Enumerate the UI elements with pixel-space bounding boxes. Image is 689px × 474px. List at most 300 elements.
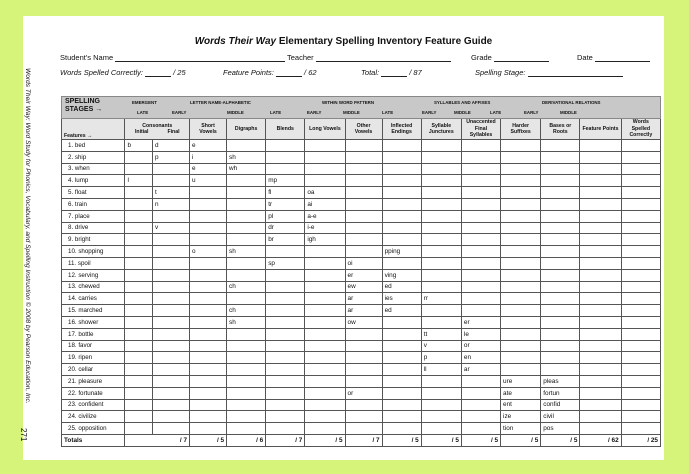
feature-cell[interactable] bbox=[580, 340, 621, 352]
feature-cell[interactable] bbox=[501, 198, 541, 210]
feature-cell[interactable] bbox=[382, 140, 421, 152]
feature-cell[interactable] bbox=[227, 340, 266, 352]
correct-cell[interactable] bbox=[621, 316, 660, 328]
spelling-stage-field[interactable]: Spelling Stage: bbox=[475, 68, 623, 77]
feature-cell[interactable] bbox=[580, 269, 621, 281]
feature-cell[interactable] bbox=[501, 269, 541, 281]
feature-cell[interactable] bbox=[501, 340, 541, 352]
feature-cell[interactable] bbox=[421, 222, 461, 234]
feature-cell[interactable] bbox=[580, 411, 621, 423]
feature-cell[interactable] bbox=[382, 222, 421, 234]
feature-cell[interactable] bbox=[580, 163, 621, 175]
correct-cell[interactable] bbox=[621, 411, 660, 423]
feature-cell[interactable]: ll bbox=[421, 364, 461, 376]
feature-cell[interactable] bbox=[345, 140, 382, 152]
correct-cell[interactable] bbox=[621, 140, 660, 152]
feature-cell[interactable] bbox=[227, 352, 266, 364]
feature-cell[interactable] bbox=[266, 269, 305, 281]
feature-cell[interactable] bbox=[266, 411, 305, 423]
feature-cell[interactable] bbox=[125, 411, 153, 423]
feature-cell[interactable] bbox=[227, 187, 266, 199]
feature-cell[interactable] bbox=[152, 399, 189, 411]
feature-cell[interactable] bbox=[125, 246, 153, 258]
correct-cell[interactable] bbox=[621, 423, 660, 435]
feature-cell[interactable] bbox=[461, 246, 500, 258]
feature-cell[interactable] bbox=[421, 399, 461, 411]
feature-cell[interactable] bbox=[190, 234, 227, 246]
feature-cell[interactable] bbox=[501, 281, 541, 293]
feature-cell[interactable] bbox=[266, 316, 305, 328]
correct-cell[interactable] bbox=[621, 340, 660, 352]
correct-cell[interactable] bbox=[621, 352, 660, 364]
feature-cell[interactable]: ving bbox=[382, 269, 421, 281]
feature-cell[interactable] bbox=[382, 411, 421, 423]
correct-cell[interactable] bbox=[621, 234, 660, 246]
correct-cell[interactable] bbox=[621, 222, 660, 234]
feature-cell[interactable] bbox=[266, 352, 305, 364]
feature-cell[interactable] bbox=[421, 234, 461, 246]
feature-cell[interactable] bbox=[541, 175, 580, 187]
feature-cell[interactable] bbox=[190, 316, 227, 328]
feature-cell[interactable] bbox=[580, 399, 621, 411]
feature-cell[interactable] bbox=[541, 364, 580, 376]
feature-cell[interactable] bbox=[345, 423, 382, 435]
feature-cell[interactable] bbox=[541, 140, 580, 152]
feature-cell[interactable]: n bbox=[152, 198, 189, 210]
feature-cell[interactable] bbox=[125, 364, 153, 376]
feature-cell[interactable] bbox=[125, 257, 153, 269]
feature-cell[interactable] bbox=[190, 364, 227, 376]
feature-cell[interactable] bbox=[152, 423, 189, 435]
feature-cell[interactable] bbox=[421, 140, 461, 152]
feature-cell[interactable]: sh bbox=[227, 316, 266, 328]
feature-cell[interactable] bbox=[152, 175, 189, 187]
feature-cell[interactable]: l bbox=[125, 175, 153, 187]
feature-cell[interactable]: oa bbox=[305, 187, 345, 199]
feature-cell[interactable] bbox=[421, 387, 461, 399]
feature-cell[interactable] bbox=[345, 411, 382, 423]
feature-cell[interactable] bbox=[461, 210, 500, 222]
feature-cell[interactable] bbox=[305, 257, 345, 269]
correct-cell[interactable] bbox=[621, 269, 660, 281]
feature-cell[interactable] bbox=[580, 423, 621, 435]
feature-cell[interactable]: br bbox=[266, 234, 305, 246]
correct-cell[interactable] bbox=[621, 375, 660, 387]
correct-cell[interactable] bbox=[621, 364, 660, 376]
feature-cell[interactable] bbox=[190, 387, 227, 399]
feature-cell[interactable] bbox=[227, 375, 266, 387]
feature-cell[interactable] bbox=[580, 305, 621, 317]
feature-cell[interactable] bbox=[152, 375, 189, 387]
correct-cell[interactable] bbox=[621, 293, 660, 305]
feature-cell[interactable] bbox=[541, 316, 580, 328]
feature-cell[interactable] bbox=[190, 305, 227, 317]
feature-cell[interactable] bbox=[125, 281, 153, 293]
feature-cell[interactable] bbox=[125, 423, 153, 435]
feature-cell[interactable]: dr bbox=[266, 222, 305, 234]
feature-cell[interactable] bbox=[266, 375, 305, 387]
feature-cell[interactable] bbox=[501, 151, 541, 163]
feature-cell[interactable] bbox=[501, 364, 541, 376]
feature-cell[interactable]: sp bbox=[266, 257, 305, 269]
feature-cell[interactable] bbox=[461, 423, 500, 435]
feature-cell[interactable] bbox=[152, 352, 189, 364]
feature-cell[interactable] bbox=[345, 328, 382, 340]
feature-cell[interactable] bbox=[152, 364, 189, 376]
student-name-field[interactable]: Student's Name bbox=[60, 53, 285, 62]
feature-cell[interactable] bbox=[266, 423, 305, 435]
correct-cell[interactable] bbox=[621, 281, 660, 293]
feature-cell[interactable] bbox=[461, 151, 500, 163]
feature-cell[interactable] bbox=[305, 399, 345, 411]
feature-cell[interactable] bbox=[501, 175, 541, 187]
feature-cell[interactable]: ize bbox=[501, 411, 541, 423]
feature-cell[interactable] bbox=[190, 375, 227, 387]
feature-cell[interactable]: oi bbox=[345, 257, 382, 269]
feature-cell[interactable] bbox=[421, 257, 461, 269]
feature-cell[interactable] bbox=[125, 234, 153, 246]
feature-cell[interactable] bbox=[190, 293, 227, 305]
feature-cell[interactable]: fortun bbox=[541, 387, 580, 399]
feature-cell[interactable]: wh bbox=[227, 163, 266, 175]
feature-cell[interactable] bbox=[461, 140, 500, 152]
feature-cell[interactable] bbox=[501, 234, 541, 246]
feature-cell[interactable] bbox=[227, 423, 266, 435]
feature-cell[interactable] bbox=[152, 293, 189, 305]
feature-cell[interactable]: ure bbox=[501, 375, 541, 387]
feature-cell[interactable] bbox=[266, 328, 305, 340]
feature-cell[interactable]: v bbox=[421, 340, 461, 352]
feature-cell[interactable] bbox=[266, 293, 305, 305]
feature-cell[interactable] bbox=[227, 328, 266, 340]
feature-cell[interactable] bbox=[501, 328, 541, 340]
feature-cell[interactable] bbox=[305, 352, 345, 364]
feature-cell[interactable] bbox=[266, 387, 305, 399]
feature-cell[interactable] bbox=[421, 175, 461, 187]
feature-cell[interactable]: er bbox=[461, 316, 500, 328]
feature-cell[interactable]: t bbox=[152, 187, 189, 199]
feature-cell[interactable] bbox=[580, 375, 621, 387]
grade-field[interactable]: Grade bbox=[471, 53, 549, 62]
feature-cell[interactable] bbox=[305, 269, 345, 281]
feature-cell[interactable] bbox=[125, 293, 153, 305]
feature-cell[interactable]: ar bbox=[461, 364, 500, 376]
feature-cell[interactable]: tr bbox=[266, 198, 305, 210]
feature-cell[interactable] bbox=[266, 246, 305, 258]
feature-cell[interactable] bbox=[421, 187, 461, 199]
feature-cell[interactable] bbox=[580, 175, 621, 187]
feature-cell[interactable] bbox=[541, 187, 580, 199]
correct-cell[interactable] bbox=[621, 246, 660, 258]
feature-cell[interactable] bbox=[421, 163, 461, 175]
feature-cell[interactable] bbox=[382, 352, 421, 364]
feature-cell[interactable] bbox=[152, 281, 189, 293]
words-correct-field[interactable]: Words Spelled Correctly: / 25 bbox=[60, 68, 186, 77]
feature-cell[interactable]: tion bbox=[501, 423, 541, 435]
feature-cell[interactable] bbox=[580, 234, 621, 246]
feature-cell[interactable]: ar bbox=[345, 293, 382, 305]
feature-cell[interactable] bbox=[421, 269, 461, 281]
feature-cell[interactable] bbox=[266, 399, 305, 411]
feature-cell[interactable] bbox=[227, 411, 266, 423]
feature-cell[interactable]: v bbox=[152, 222, 189, 234]
feature-cell[interactable] bbox=[190, 411, 227, 423]
feature-cell[interactable]: p bbox=[421, 352, 461, 364]
feature-cell[interactable] bbox=[501, 257, 541, 269]
feature-cell[interactable] bbox=[227, 140, 266, 152]
feature-cell[interactable] bbox=[580, 364, 621, 376]
feature-cell[interactable] bbox=[541, 222, 580, 234]
feature-cell[interactable] bbox=[541, 163, 580, 175]
feature-cell[interactable] bbox=[345, 222, 382, 234]
feature-cell[interactable] bbox=[125, 198, 153, 210]
feature-cell[interactable] bbox=[305, 281, 345, 293]
feature-cell[interactable] bbox=[227, 198, 266, 210]
feature-cell[interactable] bbox=[541, 281, 580, 293]
correct-cell[interactable] bbox=[621, 151, 660, 163]
feature-cell[interactable] bbox=[152, 316, 189, 328]
feature-cell[interactable]: i bbox=[190, 151, 227, 163]
feature-cell[interactable] bbox=[125, 163, 153, 175]
feature-cell[interactable] bbox=[152, 340, 189, 352]
feature-cell[interactable] bbox=[580, 210, 621, 222]
feature-cell[interactable] bbox=[345, 399, 382, 411]
feature-cell[interactable] bbox=[227, 222, 266, 234]
correct-cell[interactable] bbox=[621, 399, 660, 411]
feature-cell[interactable] bbox=[345, 364, 382, 376]
feature-cell[interactable] bbox=[382, 340, 421, 352]
feature-cell[interactable]: b bbox=[125, 140, 153, 152]
feature-cell[interactable] bbox=[227, 364, 266, 376]
feature-cell[interactable] bbox=[345, 234, 382, 246]
feature-cell[interactable] bbox=[305, 387, 345, 399]
feature-cell[interactable] bbox=[382, 328, 421, 340]
feature-cell[interactable] bbox=[345, 175, 382, 187]
feature-cell[interactable] bbox=[421, 316, 461, 328]
feature-cell[interactable] bbox=[541, 293, 580, 305]
feature-cell[interactable] bbox=[382, 163, 421, 175]
feature-cell[interactable] bbox=[125, 210, 153, 222]
correct-cell[interactable] bbox=[621, 175, 660, 187]
feature-cell[interactable] bbox=[345, 340, 382, 352]
feature-cell[interactable] bbox=[541, 340, 580, 352]
correct-cell[interactable] bbox=[621, 257, 660, 269]
feature-cell[interactable] bbox=[580, 246, 621, 258]
feature-cell[interactable] bbox=[501, 246, 541, 258]
feature-cell[interactable]: er bbox=[345, 269, 382, 281]
feature-cell[interactable] bbox=[421, 198, 461, 210]
feature-cell[interactable]: e bbox=[190, 163, 227, 175]
feature-cell[interactable]: civil bbox=[541, 411, 580, 423]
feature-cell[interactable] bbox=[541, 269, 580, 281]
feature-cell[interactable] bbox=[305, 305, 345, 317]
feature-cell[interactable]: sh bbox=[227, 151, 266, 163]
feature-cell[interactable] bbox=[382, 151, 421, 163]
teacher-field[interactable]: Teacher bbox=[287, 53, 451, 62]
feature-cell[interactable]: ar bbox=[345, 305, 382, 317]
feature-cell[interactable] bbox=[152, 163, 189, 175]
feature-cell[interactable] bbox=[305, 163, 345, 175]
feature-cell[interactable] bbox=[305, 411, 345, 423]
feature-cell[interactable] bbox=[541, 305, 580, 317]
feature-cell[interactable]: pleas bbox=[541, 375, 580, 387]
feature-cell[interactable] bbox=[305, 316, 345, 328]
feature-cell[interactable] bbox=[190, 187, 227, 199]
feature-cell[interactable]: ed bbox=[382, 305, 421, 317]
feature-cell[interactable] bbox=[345, 151, 382, 163]
feature-cell[interactable] bbox=[580, 293, 621, 305]
feature-cell[interactable] bbox=[305, 375, 345, 387]
correct-cell[interactable] bbox=[621, 163, 660, 175]
feature-cell[interactable] bbox=[461, 293, 500, 305]
feature-cell[interactable] bbox=[580, 257, 621, 269]
feature-cell[interactable] bbox=[266, 151, 305, 163]
feature-cell[interactable] bbox=[421, 151, 461, 163]
feature-cell[interactable] bbox=[305, 140, 345, 152]
feature-cell[interactable] bbox=[580, 352, 621, 364]
feature-cell[interactable] bbox=[345, 187, 382, 199]
feature-cell[interactable]: ew bbox=[345, 281, 382, 293]
feature-cell[interactable]: u bbox=[190, 175, 227, 187]
feature-cell[interactable] bbox=[461, 257, 500, 269]
feature-cell[interactable]: le bbox=[461, 328, 500, 340]
feature-cell[interactable] bbox=[382, 187, 421, 199]
feature-cell[interactable] bbox=[461, 234, 500, 246]
feature-cell[interactable] bbox=[461, 198, 500, 210]
feature-cell[interactable] bbox=[190, 399, 227, 411]
feature-cell[interactable] bbox=[461, 399, 500, 411]
feature-cell[interactable]: fl bbox=[266, 187, 305, 199]
feature-cell[interactable] bbox=[305, 364, 345, 376]
feature-cell[interactable] bbox=[227, 399, 266, 411]
feature-cell[interactable] bbox=[305, 340, 345, 352]
feature-cell[interactable] bbox=[305, 246, 345, 258]
feature-cell[interactable] bbox=[227, 269, 266, 281]
feature-cell[interactable] bbox=[345, 246, 382, 258]
feature-cell[interactable]: ai bbox=[305, 198, 345, 210]
feature-cell[interactable] bbox=[345, 375, 382, 387]
feature-cell[interactable] bbox=[227, 293, 266, 305]
correct-cell[interactable] bbox=[621, 305, 660, 317]
feature-cell[interactable] bbox=[305, 328, 345, 340]
feature-cell[interactable] bbox=[125, 305, 153, 317]
feature-cell[interactable]: pl bbox=[266, 210, 305, 222]
feature-cell[interactable] bbox=[580, 140, 621, 152]
feature-cell[interactable] bbox=[305, 151, 345, 163]
feature-cell[interactable]: ch bbox=[227, 281, 266, 293]
feature-cell[interactable] bbox=[382, 198, 421, 210]
feature-cell[interactable] bbox=[125, 375, 153, 387]
feature-cell[interactable] bbox=[125, 352, 153, 364]
feature-cell[interactable] bbox=[125, 222, 153, 234]
feature-cell[interactable] bbox=[227, 387, 266, 399]
feature-cell[interactable] bbox=[125, 269, 153, 281]
feature-cell[interactable] bbox=[461, 387, 500, 399]
feature-cell[interactable] bbox=[305, 175, 345, 187]
feature-cell[interactable] bbox=[190, 198, 227, 210]
feature-cell[interactable] bbox=[345, 210, 382, 222]
feature-cell[interactable] bbox=[152, 257, 189, 269]
feature-cell[interactable] bbox=[541, 151, 580, 163]
feature-cell[interactable]: tt bbox=[421, 328, 461, 340]
correct-cell[interactable] bbox=[621, 210, 660, 222]
feature-cell[interactable] bbox=[421, 375, 461, 387]
feature-cell[interactable] bbox=[382, 257, 421, 269]
feature-cell[interactable] bbox=[461, 222, 500, 234]
feature-cell[interactable] bbox=[227, 210, 266, 222]
feature-cell[interactable] bbox=[266, 163, 305, 175]
feature-cell[interactable] bbox=[501, 305, 541, 317]
feature-cell[interactable] bbox=[501, 210, 541, 222]
feature-cell[interactable] bbox=[461, 163, 500, 175]
feature-cell[interactable] bbox=[125, 151, 153, 163]
date-field[interactable]: Date bbox=[577, 53, 650, 62]
feature-cell[interactable]: ow bbox=[345, 316, 382, 328]
feature-cell[interactable]: en bbox=[461, 352, 500, 364]
total-field[interactable]: Total: / 87 bbox=[361, 68, 422, 77]
feature-cell[interactable] bbox=[421, 281, 461, 293]
feature-cell[interactable] bbox=[125, 340, 153, 352]
feature-cell[interactable] bbox=[421, 246, 461, 258]
feature-cell[interactable] bbox=[501, 316, 541, 328]
feature-cell[interactable] bbox=[345, 163, 382, 175]
feature-cell[interactable] bbox=[152, 387, 189, 399]
feature-cell[interactable] bbox=[190, 423, 227, 435]
feature-cell[interactable] bbox=[580, 198, 621, 210]
correct-cell[interactable] bbox=[621, 198, 660, 210]
feature-cell[interactable] bbox=[152, 411, 189, 423]
feature-cell[interactable] bbox=[382, 175, 421, 187]
feature-cell[interactable] bbox=[382, 316, 421, 328]
feature-cell[interactable] bbox=[541, 198, 580, 210]
feature-cell[interactable] bbox=[227, 257, 266, 269]
feature-cell[interactable] bbox=[541, 328, 580, 340]
feature-cell[interactable]: d bbox=[152, 140, 189, 152]
feature-cell[interactable] bbox=[501, 140, 541, 152]
feature-cell[interactable]: rr bbox=[421, 293, 461, 305]
feature-cell[interactable]: ies bbox=[382, 293, 421, 305]
feature-cell[interactable] bbox=[305, 423, 345, 435]
feature-cell[interactable] bbox=[125, 328, 153, 340]
feature-cell[interactable] bbox=[580, 281, 621, 293]
feature-cell[interactable] bbox=[345, 352, 382, 364]
feature-cell[interactable]: a-e bbox=[305, 210, 345, 222]
feature-cell[interactable] bbox=[541, 352, 580, 364]
feature-cell[interactable] bbox=[266, 340, 305, 352]
feature-cell[interactable]: sh bbox=[227, 246, 266, 258]
feature-cell[interactable] bbox=[125, 387, 153, 399]
correct-cell[interactable] bbox=[621, 187, 660, 199]
feature-cell[interactable] bbox=[541, 257, 580, 269]
feature-cell[interactable] bbox=[461, 269, 500, 281]
feature-cell[interactable]: i-e bbox=[305, 222, 345, 234]
feature-cell[interactable] bbox=[190, 210, 227, 222]
feature-cell[interactable] bbox=[125, 399, 153, 411]
feature-cell[interactable] bbox=[580, 222, 621, 234]
feature-cell[interactable] bbox=[190, 222, 227, 234]
feature-cell[interactable] bbox=[501, 352, 541, 364]
feature-cell[interactable] bbox=[382, 364, 421, 376]
feature-cell[interactable] bbox=[580, 151, 621, 163]
feature-cell[interactable] bbox=[152, 246, 189, 258]
feature-cell[interactable] bbox=[501, 163, 541, 175]
feature-cell[interactable] bbox=[541, 210, 580, 222]
feature-cell[interactable] bbox=[345, 198, 382, 210]
feature-cell[interactable]: confid bbox=[541, 399, 580, 411]
feature-cell[interactable] bbox=[190, 257, 227, 269]
feature-cell[interactable] bbox=[125, 316, 153, 328]
feature-cell[interactable] bbox=[580, 328, 621, 340]
